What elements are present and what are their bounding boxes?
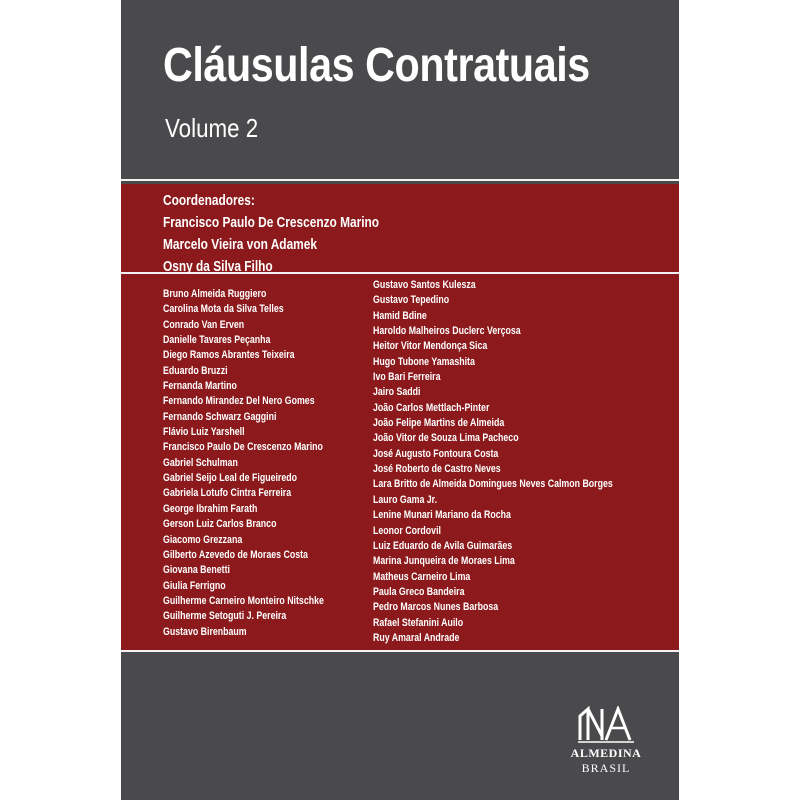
publisher-name: ALMEDINA bbox=[570, 746, 642, 760]
author-name: Luiz Eduardo de Avila Guimarães bbox=[373, 539, 513, 552]
author-name: Carolina Mota da Silva Telles bbox=[163, 303, 284, 316]
author-name: Flávio Luiz Yarshell bbox=[163, 426, 245, 439]
author-name: Fernando Schwarz Gaggini bbox=[163, 410, 277, 423]
author-name: Hugo Tubone Yamashita bbox=[373, 355, 475, 368]
author-name: Fernanda Martino bbox=[163, 380, 237, 393]
author-name: Giovana Benetti bbox=[163, 564, 230, 577]
author-name: Eduardo Bruzzi bbox=[163, 364, 228, 377]
author-name: Lenine Munari Mariano da Rocha bbox=[373, 509, 511, 522]
coordinator-name: Francisco Paulo De Crescenzo Marino bbox=[163, 215, 380, 231]
author-name: Gustavo Santos Kulesza bbox=[373, 279, 476, 291]
author-name: Danielle Tavares Peçanha bbox=[163, 334, 271, 347]
author-name: Ivo Bari Ferreira bbox=[373, 371, 441, 384]
author-name: Ruy Amaral Andrade bbox=[373, 631, 460, 644]
coordinators-label: Coordenadores: bbox=[163, 193, 255, 209]
author-name: Lauro Gama Jr. bbox=[373, 493, 438, 506]
author-name: George Ibrahim Farath bbox=[163, 502, 258, 515]
author-name: Guilherme Carneiro Monteiro Nitschke bbox=[163, 594, 324, 607]
author-name: Gustavo Birenbaum bbox=[163, 625, 247, 638]
almedina-logo-icon bbox=[576, 706, 636, 744]
coordinator-name: Osny da Silva Filho bbox=[163, 259, 273, 275]
publisher-country: BRASIL bbox=[581, 761, 631, 775]
author-name: Bruno Almeida Ruggiero bbox=[163, 288, 267, 300]
author-name: Conrado Van Erven bbox=[163, 318, 245, 331]
book-cover bbox=[121, 0, 679, 800]
author-name: José Augusto Fontoura Costa bbox=[373, 447, 499, 460]
author-name: Hamid Bdine bbox=[373, 309, 427, 322]
book-volume: Volume 2 bbox=[165, 113, 259, 143]
author-name: Gabriel Seijo Leal de Figueiredo bbox=[163, 472, 297, 485]
author-name: Gerson Luiz Carlos Branco bbox=[163, 518, 277, 531]
author-name: José Roberto de Castro Neves bbox=[373, 463, 501, 476]
author-name: Heitor Vitor Mendonça Sica bbox=[373, 340, 488, 353]
author-name: Gilberto Azevedo de Moraes Costa bbox=[163, 548, 308, 561]
author-name: Matheus Carneiro Lima bbox=[373, 570, 471, 583]
author-name: Rafael Stefanini Auilo bbox=[373, 616, 464, 629]
author-name: Haroldo Malheiros Duclerc Verçosa bbox=[373, 325, 521, 338]
author-name: Francisco Paulo De Crescenzo Marino bbox=[163, 441, 323, 454]
author-name: Guilherme Setoguti J. Pereira bbox=[163, 610, 287, 623]
author-name: Gabriel Schulman bbox=[163, 456, 238, 469]
publisher-logo bbox=[561, 706, 651, 776]
author-name: Giulia Ferrigno bbox=[163, 579, 226, 592]
divider-top bbox=[121, 179, 679, 181]
author-name: Paula Greco Bandeira bbox=[373, 585, 465, 598]
authors-list-left bbox=[163, 287, 324, 640]
author-name: Fernando Mirandez Del Nero Gomes bbox=[163, 395, 315, 408]
coordinators-block bbox=[163, 190, 379, 278]
author-name: João Carlos Mettlach-Pinter bbox=[373, 401, 490, 414]
author-name: Gustavo Tepedino bbox=[373, 294, 450, 307]
coordinator-name: Marcelo Vieira von Adamek bbox=[163, 237, 317, 253]
author-name: Jairo Saddi bbox=[373, 386, 421, 399]
authors-list-right bbox=[373, 278, 613, 646]
author-name: João Vitor de Souza Lima Pacheco bbox=[373, 432, 519, 445]
author-name: Giacomo Grezzana bbox=[163, 533, 243, 546]
author-name: Gabriela Lotufo Cintra Ferreira bbox=[163, 487, 292, 500]
author-name: Leonor Cordovil bbox=[373, 524, 441, 537]
author-name: Diego Ramos Abrantes Teixeira bbox=[163, 349, 295, 362]
author-name: João Felipe Martins de Almeida bbox=[373, 417, 505, 430]
author-name: Marina Junqueira de Moraes Lima bbox=[373, 555, 515, 568]
book-title: Cláusulas Contratuais bbox=[163, 39, 590, 92]
author-name: Lara Britto de Almeida Domingues Neves Calmon Borges bbox=[373, 478, 613, 491]
divider-bottom bbox=[121, 650, 679, 652]
author-name: Pedro Marcos Nunes Barbosa bbox=[373, 601, 499, 614]
